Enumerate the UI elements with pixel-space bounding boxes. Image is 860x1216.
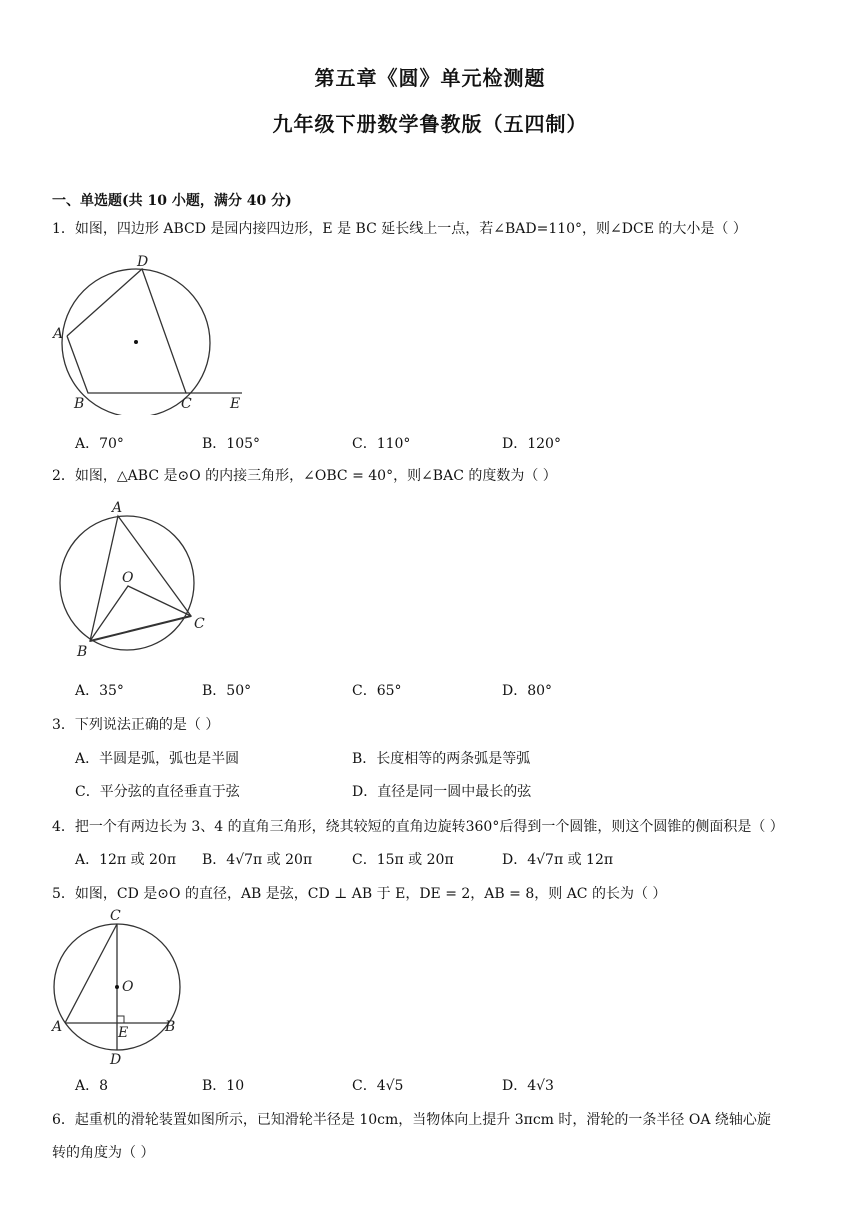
q1-option-d: D．120° (502, 436, 561, 452)
q3-option-d: D．直径是同一圆中最长的弦 (352, 784, 532, 800)
q4-option-c: C．15π 或 20π (352, 852, 454, 868)
q2-option-b: B．50° (202, 683, 252, 699)
section-heading: 一、单选题(共 10 小题，满分 40 分) (52, 193, 292, 209)
q1-option-c: C．110° (352, 436, 411, 452)
label-o: O (122, 570, 134, 586)
label-e: E (118, 1025, 129, 1041)
question-2-stem: 2．如图，△ABC 是⊙O 的内接三角形，∠OBC = 40°，则∠BAC 的度数为（ ） (52, 468, 557, 484)
triangle-abc (90, 516, 191, 641)
label-c: C (181, 396, 192, 412)
page-title: 第五章《圆》单元检测题 (314, 66, 546, 90)
q2-option-c: C．65° (352, 683, 402, 699)
q2-option-d: D．80° (502, 683, 553, 699)
q1-option-a: A．70° (75, 436, 124, 452)
q3-option-b: B．长度相等的两条弧是等弧 (352, 751, 531, 767)
q4-option-b: B．4√7π 或 20π (202, 852, 313, 868)
label-d: D (110, 1052, 122, 1065)
label-b: B (165, 1019, 176, 1035)
right-angle-mark (117, 1016, 124, 1023)
question-5-figure (45, 905, 195, 1065)
q3-option-c: C．平分弦的直径垂直于弦 (75, 784, 240, 800)
label-a: A (52, 1019, 63, 1035)
label-b: B (77, 644, 88, 660)
question-6-stem-line-1: 6．起重机的滑轮装置如图所示，已知滑轮半径是 10cm，当物体向上提升 3πcm 时，滑轮的一条半径 OA 绕轴心旋 (52, 1112, 771, 1128)
q1-option-b: B．105° (202, 436, 261, 452)
quadrilateral-abcd (67, 269, 186, 393)
label-a: A (112, 500, 123, 516)
q4-option-a: A．12π 或 20π (75, 852, 177, 868)
page-subtitle: 九年级下册数学鲁教版（五四制） (272, 112, 588, 136)
q5-option-d: D．4√3 (502, 1078, 554, 1094)
q5-option-a: A．8 (75, 1078, 109, 1094)
question-5-stem: 5．如图，CD 是⊙O 的直径，AB 是弦，CD ⊥ AB 于 E，DE = 2，AB = 8，则 AC 的长为（ ） (52, 886, 667, 902)
question-1-stem: 1．如图，四边形 ABCD 是园内接四边形，E 是 BC 延长线上一点，若∠BAD=110°，则∠DCE 的大小是（ ） (52, 221, 747, 237)
label-a: A (53, 326, 64, 342)
q3-option-a: A．半圆是弧，弧也是半圆 (75, 751, 240, 767)
label-d: D (137, 254, 149, 270)
segment-ac (65, 924, 117, 1023)
q2-option-a: A．35° (75, 683, 124, 699)
label-c: C (110, 908, 121, 924)
question-1-figure (50, 250, 250, 415)
label-e: E (230, 396, 241, 412)
label-c: C (194, 616, 205, 632)
q5-option-b: B．10 (202, 1078, 245, 1094)
center-dot (134, 340, 138, 344)
question-3-stem: 3．下列说法正确的是（ ） (52, 717, 220, 733)
label-b: B (74, 396, 85, 412)
center-dot (115, 985, 119, 989)
q4-option-d: D．4√7π 或 12π (502, 852, 614, 868)
question-2-figure (55, 498, 215, 663)
label-o: O (122, 979, 134, 995)
q5-option-c: C．4√5 (352, 1078, 404, 1094)
question-4-stem: 4．把一个有两边长为 3、4 的直角三角形，绕其较短的直角边旋转360°后得到一个圆锥，则这个圆锥的侧面积是（ ） (52, 819, 784, 835)
question-6-stem-line-2: 转的角度为（ ） (52, 1145, 155, 1161)
